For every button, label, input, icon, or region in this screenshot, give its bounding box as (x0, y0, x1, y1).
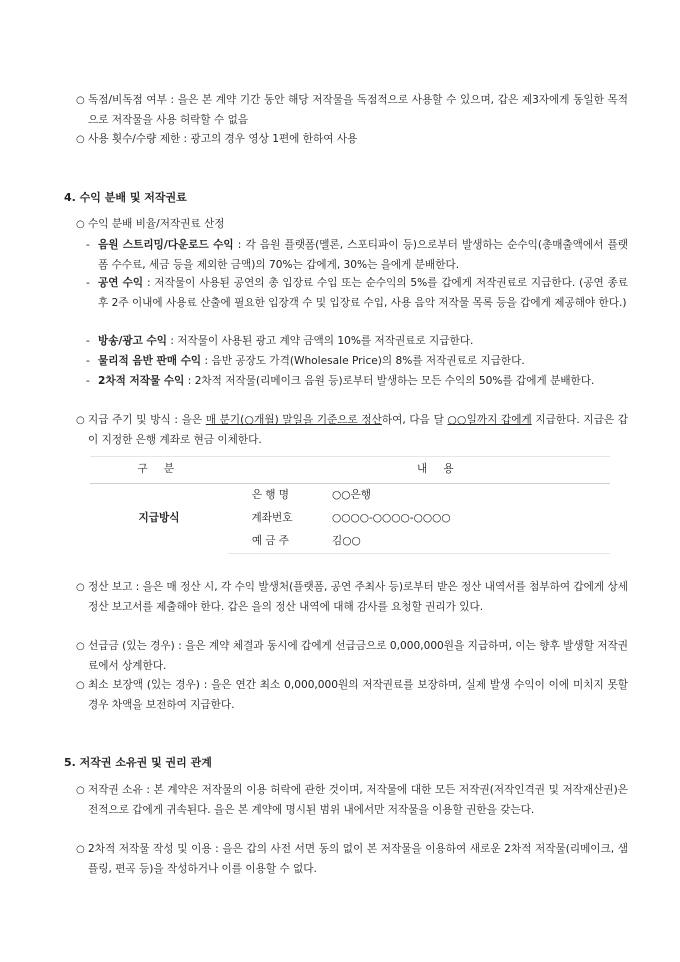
derivative-works-text: 2차적 저작물 작성 및 이용 : 을은 갑의 사전 서면 동의 없이 본 저작물을 이용하여 새로운 2차적 저작물(리메이크, 샘플링, 편곡 등)을 작성하거나 이를 이용할 수 없다. (88, 843, 628, 875)
dash-marker: - (86, 239, 90, 251)
derivative-works-clause (76, 840, 628, 879)
item-label: 2차적 저작물 수익 (98, 375, 185, 387)
bullet-marker: ○ (76, 582, 85, 593)
item-text: : 음반 공장도 가격(Wholesale Price)의 8%를 저작권료로 지급한다. (201, 355, 525, 367)
settlement-clause (76, 578, 628, 617)
usage-limit-text: 사용 횟수/수량 제한 : 광고의 경우 영상 1편에 한하여 사용 (88, 133, 358, 145)
revenue-item-streaming (86, 236, 628, 275)
rate-title (76, 215, 628, 235)
item-label: 물리적 음반 판매 수익 (98, 355, 202, 367)
item-text: : 저작물이 사용된 공연의 총 입장료 수입 또는 순수익의 5%를 갑에게 저작권료로 지급한다. (공연 종료 후 2주 이내에 사용료 산출에 필요한 입장객 수 및 입장료 수입, 사용 음악 저작물 목록 등을 갑에게 제공해야 한다.) (98, 277, 629, 309)
payment-middle: 하여, 다음 달 (381, 414, 448, 426)
payment-prefix: 지급 주기 및 방식 : 을은 (88, 414, 206, 426)
revenue-item-performance (86, 274, 628, 313)
dash-marker: - (86, 335, 90, 347)
table-value-bank: ○○은행 (332, 488, 371, 501)
settlement-text: 정산 보고 : 을은 매 정산 시, 각 수익 발생처(플랫폼, 공연 주최사 등)로부터 받은 정산 내역서를 첨부하여 갑에게 상세 정산 보고서를 제출해야 한다. 갑은 을의 정산 내역에 대해 감사를 요청할 권리가 있다. (88, 581, 628, 613)
item-label: 음원 스트리밍/다운로드 수익 (98, 239, 234, 251)
payment-period-underlined: 매 분기(○개월) 말일을 기준으로 정산 (205, 414, 382, 426)
bullet-marker: ○ (76, 785, 85, 796)
bullet-marker: ○ (76, 415, 85, 426)
ownership-text: 저작권 소유 : 본 계약은 저작물의 이용 허락에 관한 것이며, 저작물에 대한 모든 저작권(저작인격권 및 저작재산권)은 전적으로 갑에게 귀속된다. 을은 본 계약에 명시된 범위 내에서만 저작물을 이용할 권한을 갖는다. (88, 784, 628, 816)
bullet-marker: ○ (76, 680, 85, 691)
revenue-item-physical (86, 352, 628, 372)
minimum-guarantee-text: 최소 보장액 (있는 경우) : 을은 연간 최소 0,000,000원의 저작권료를 보장하며, 실제 발생 수익이 이에 미치지 못할 경우 차액을 보전하여 지급한다. (88, 679, 628, 711)
payment-clause (76, 411, 628, 450)
revenue-item-broadcast (86, 332, 628, 352)
advance-text: 선급금 (있는 경우) : 을은 계약 체결과 동시에 갑에게 선급금으로 0,000,000원을 지급하며, 이는 향후 발생할 저작권료에서 상계한다. (88, 640, 628, 672)
ownership-clause (76, 781, 628, 820)
bullet-marker: ○ (76, 95, 85, 106)
rate-title-text: 수익 분배 비율/저작권료 산정 (88, 218, 225, 230)
item-label: 공연 수익 (98, 277, 144, 289)
table-key-bank: 은행명 (251, 488, 293, 501)
table-value-holder: 김○○ (316, 530, 610, 554)
bullet-marker: ○ (76, 844, 85, 855)
dash-marker: - (86, 375, 90, 387)
table-key-holder: 예금주 (228, 530, 316, 554)
exclusivity-text: 독점/비독점 여부 : 을은 본 계약 기간 동안 해당 저작물을 독점적으로 사용할 수 있으며, 갑은 제3자에게 동일한 목적으로 저작물을 사용 허락할 수 없음 (88, 94, 628, 126)
table-header-row (90, 457, 610, 484)
dash-marker: - (86, 355, 90, 367)
item-text: : 2차적 저작물(리메이크 음원 등)로부터 발생하는 모든 수익의 50%를 갑에게 분배한다. (184, 375, 595, 387)
dash-marker: - (86, 277, 90, 289)
table-row (90, 484, 610, 508)
advance-clause (76, 637, 628, 676)
item-text: : 각 음원 플랫폼(멜론, 스포티파이 등)으로부터 발생하는 순수익(총매출액에서 플랫폼 수수료, 세금 등을 제외한 금액)의 70%는 갑에게, 30%는 을에게 분배한다. (98, 239, 628, 271)
section-5-heading: 5. 저작권 소유권 및 권리 관계 (64, 756, 212, 769)
table-header-content: 내 용 (228, 457, 610, 484)
item-label: 방송/광고 수익 (98, 335, 167, 347)
table-header-category: 구 분 (90, 457, 228, 484)
exclusivity-clause (76, 91, 628, 130)
bullet-marker: ○ (76, 219, 85, 230)
payment-method-table (90, 456, 610, 554)
table-row-label: 지급방식 (138, 512, 180, 524)
bullet-marker: ○ (76, 641, 85, 652)
table-key-account: 계좌번호 (251, 511, 293, 524)
minimum-guarantee-clause (76, 676, 628, 715)
table-value-account: ○○○○-○○○○-○○○○ (332, 511, 451, 524)
payment-suffix: 지급한다. 지급은 갑이 지정한 은행 계좌로 현금 이체한다. (88, 414, 628, 446)
usage-limit-clause (76, 130, 628, 150)
section-4-heading: 4. 수익 분배 및 저작권료 (64, 191, 187, 204)
revenue-item-derivative (86, 372, 628, 392)
payment-date-underlined: ○○일까지 갑에게 (447, 414, 532, 426)
item-text: : 저작물이 사용된 광고 계약 금액의 10%를 저작권료로 지급한다. (166, 335, 474, 347)
bullet-marker: ○ (76, 134, 85, 145)
